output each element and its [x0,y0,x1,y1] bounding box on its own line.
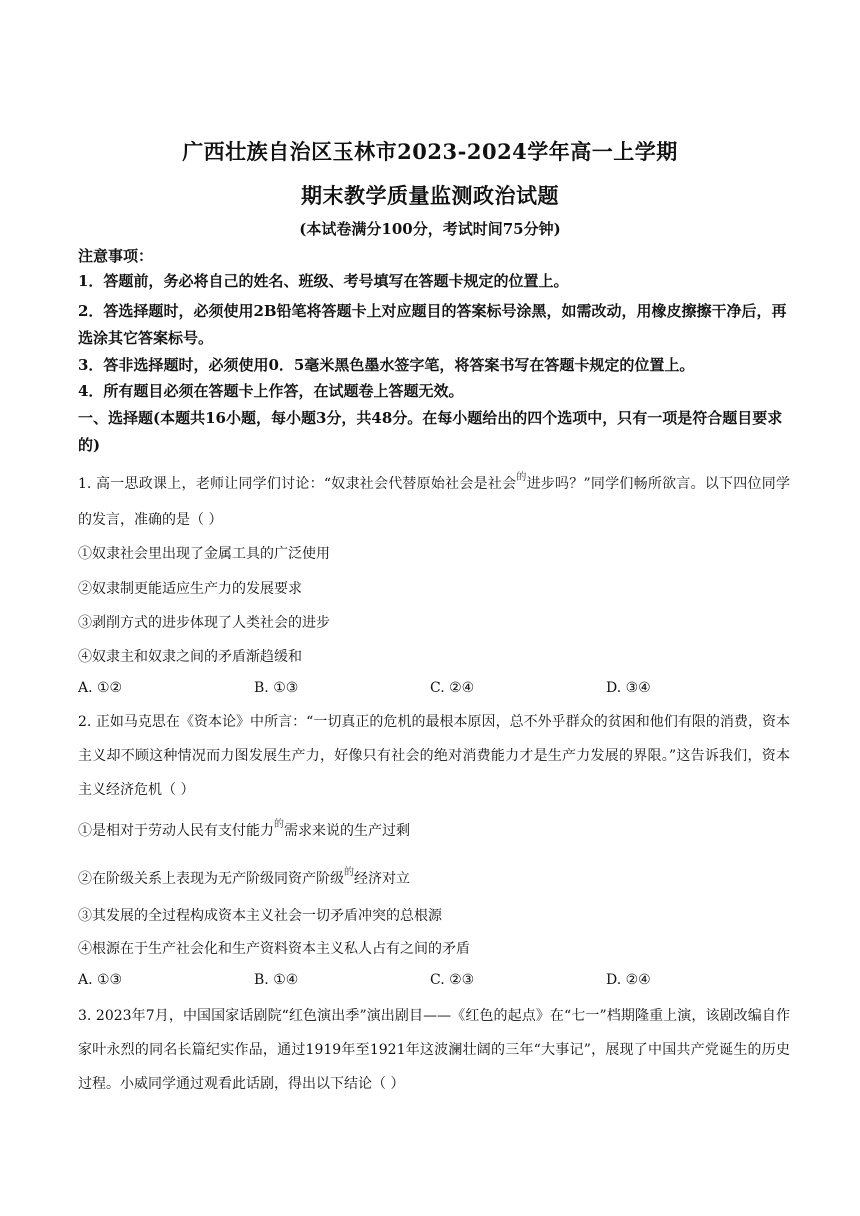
notes-heading: 注意事项： [78,247,154,265]
exam-title-line1: 广西壮族自治区玉林市2023-2024学年高一上学期 [182,139,678,164]
q3-stem: 3. 2023年7月，中国国家话剧院“红色演出季”演出剧目——《红色的起点》在“七一”档期隆重上演，该剧改编自作家叶永烈的同名长篇纪实作品，通过1919年至1921年这波澜壮阔的三年“大事记”，展现了中国共产党诞生的历史过程。小威同学通过观看此话剧，得出以下结论（ ） [78,1008,790,1092]
note-3: 3．答非选择题时，必须使用0．5毫米黑色墨水签字笔，将答案书写在答题卡规定的位置上。 [78,356,695,374]
q2-item-1: ①是相对于劳动人民有支付能力$^的$需求来说的生产过剩 [78,819,410,839]
q1-item-4: ④奴隶主和奴隶之间的矛盾渐趋缓和 [78,649,302,665]
q1-stem: 1. 高一思政课上，老师让同学们讨论：“奴隶社会代替原始社会是社会$^的$进步吗？”同学们畅所欲言。以下四位同学的发言，准确的是（ ） [78,472,791,528]
exam-subtitle: (本试卷满分100分，考试时间75分钟) [299,220,561,238]
q2-item-4: ④根源在于生产社会化和生产资料资本主义私人占有之间的矛盾 [78,941,470,957]
q1-option-d: D. ③④ [606,680,651,696]
q1-item-2: ②奴隶制更能适应生产力的发展要求 [78,581,302,597]
q2-option-d: D. ②④ [606,972,651,988]
q2-stem: 2. 正如马克思在《资本论》中所言：“一切真正的危机的最根本原因，总不外乎群众的贫困和他们有限的消费，资本主义却不顾这种情况而力图发展生产力，好像只有社会的绝对消费能力才是生产力发展的界限。”这告诉我们，资本主义经济危机（ ） [78,714,790,798]
q1-option-c: C. ②④ [430,680,475,696]
q1-item-3: ③剥削方式的进步体现了人类社会的进步 [78,615,330,631]
q1-item-1: ①奴隶社会里出现了金属工具的广泛使用 [78,546,330,562]
q2-options [78,972,790,992]
note-2: 2．答选择题时，必须使用2B铅笔将答题卡上对应题目的答案标号涂黑，如需改动，用橡皮擦擦干净后，再选涂其它答案标号。 [78,302,787,347]
q2-item-2: ②在阶级关系上表现为无产阶级同资产阶级$^的$经济对立 [78,867,410,887]
q1-option-b: B. ①③ [254,680,299,696]
q2-item-3: ③其发展的全过程构成资本主义社会一切矛盾冲突的总根源 [78,908,442,924]
q2-option-b: B. ①④ [254,972,299,988]
q2-option-a: A. ①③ [78,972,123,988]
note-1: 1．答题前，务必将自己的姓名、班级、考号填写在答题卡规定的位置上。 [78,272,569,290]
note-4: 4．所有题目必须在答题卡上作答，在试题卷上答题无效。 [78,382,464,400]
q2-option-c: C. ②③ [430,972,475,988]
q1-options [78,680,790,700]
exam-title-line2: 期末教学质量监测政治试题 [301,183,559,208]
q1-option-a: A. ①② [78,680,123,696]
section-one-heading: 一、选择题(本题共16小题，每小题3分，共48分。在每小题给出的四个选项中，只有一项是符合题目要求的) [78,409,783,454]
